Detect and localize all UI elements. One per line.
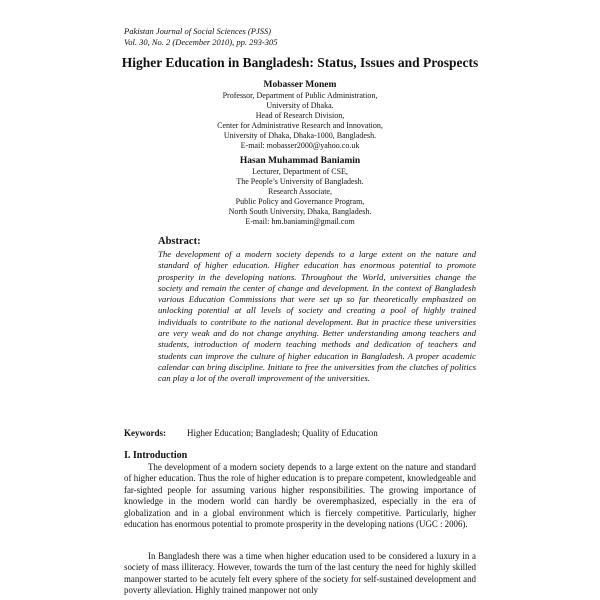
author-name: Hasan Muhammad Baniamin [239, 156, 361, 166]
abstract-heading: Abstract: [158, 236, 201, 247]
author-name: Mobasser Monem [263, 80, 337, 90]
body-paragraph: In Bangladesh there was a time when higher education used to be considered a luxury in a society of mass illiteracy. However, towards the turn of the last century the need for highly skilled manpower started to be acutely felt every sphere of the society for self-sustained development and poverty alleviation. Highly trained manpower not only [124, 551, 476, 596]
affiliation-line: The People’s University of Bangladesh. [236, 177, 364, 186]
affiliation-line: Professor, Department of Public Administration, [222, 91, 378, 100]
affiliation-line: Lecturer, Department of CSE, [252, 167, 348, 176]
author-email: E-mail: mobasser2000@yahoo.co.uk [240, 141, 360, 150]
author-block-2 [0, 155, 600, 227]
affiliation-line: Public Policy and Governance Program, [235, 197, 365, 206]
section-heading: I. Introduction [124, 450, 188, 461]
abstract-text: The development of a modern society depends to a large extent on the nature and standard of higher education. Higher education has enormous potential to promote prosperity in the developing nations. Throughout the World, universities change the society and remain the center of change and development. In the context of Bangladesh various Education Commissions that were set up so far theoretically emphasized on unlocking potential at all levels of society and creating a pool of highly trained individuals to contribute to the national development. But in practice these universities are very weak and do not change anything. Better understanding among teachers and students, introduction of modern teaching methods and dedication of teachers and students can improve the culture of higher education in Bangladesh. A proper academic calendar can bring discipline. Initiate to free the universities from the clutches of politics can play a lot of the overall improvement of the universities. [158, 249, 476, 384]
paper-title: Higher Education in Bangladesh: Status, Issues and Prospects [121, 55, 479, 70]
journal-name: Pakistan Journal of Social Sciences (PJSS) [124, 26, 272, 36]
journal-header [124, 26, 277, 48]
abstract-section [158, 236, 476, 385]
affiliation-line: University of Dhaka. [266, 101, 334, 110]
keywords-line [124, 428, 378, 438]
journal-issue: Vol. 30, No. 2 (December 2010), pp. 293-305 [124, 37, 278, 47]
affiliation-line: Head of Research Division, [255, 111, 345, 120]
affiliation-line: Center for Administrative Research and Innovation, [217, 121, 383, 130]
affiliation-line: North South University, Dhaka, Bangladesh. [228, 207, 372, 216]
keywords-value: Higher Education; Bangladesh; Quality of Education [187, 428, 378, 438]
author-email: E-mail: hm.baniamin@gmail.com [245, 217, 355, 226]
keywords-label: Keywords: [124, 428, 166, 438]
affiliation-line: University of Dhaka, Dhaka-1000, Bangladesh. [223, 131, 377, 140]
affiliation-line: Research Associate, [268, 187, 332, 196]
body-paragraph: The development of a modern society depends to a large extent on the nature and standard of higher education. Thus the role of higher education is to prepare competent, knowledgeable and far-sighted people for assuming various higher responsibilities. The growing importance of knowledge in the modern world can hardly be overemphasized, especially in the era of globalization and in a global environment which is fiercely competitive. Particularly, higher education has enormous potential to promote prosperity in the developing nations (UGC : 2006). [124, 462, 476, 530]
author-block-1 [0, 79, 600, 151]
